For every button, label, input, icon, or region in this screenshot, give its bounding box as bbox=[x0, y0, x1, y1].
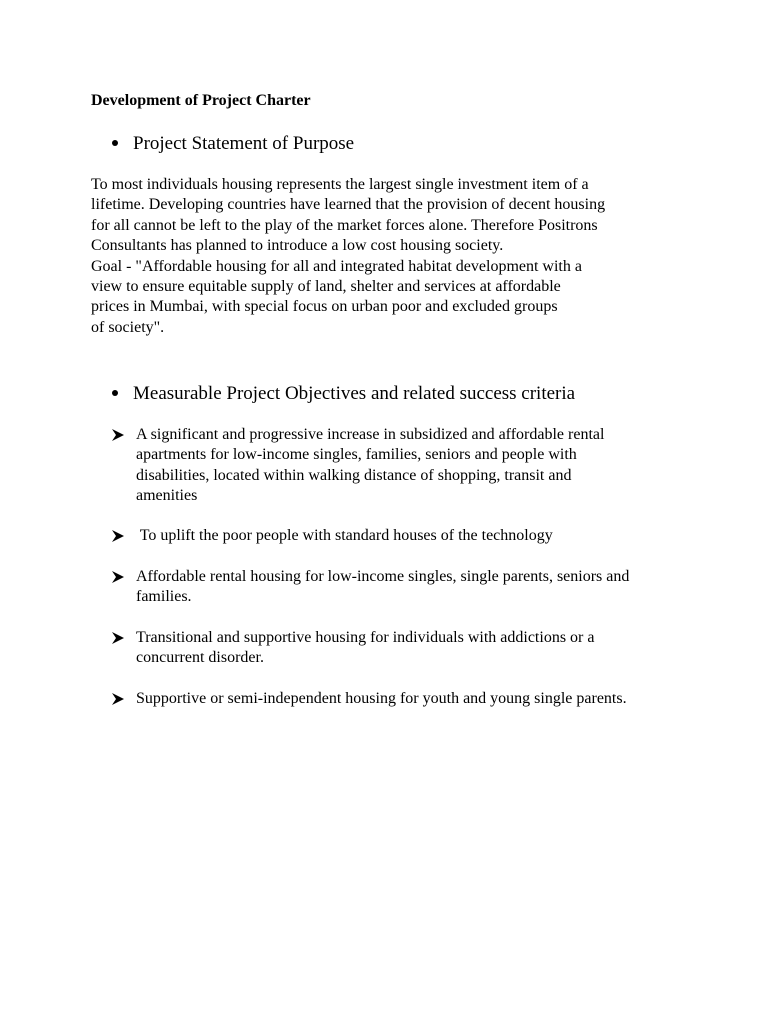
bullet-dot-icon bbox=[112, 390, 118, 396]
section-heading-objectives bbox=[112, 382, 575, 406]
arrow-bullet-icon bbox=[112, 693, 124, 705]
objective-text bbox=[136, 567, 706, 608]
objective-line: A significant and progressive increase in subsidized and affordable rental bbox=[136, 426, 605, 443]
objective-text bbox=[136, 425, 706, 507]
paragraph-line: view to ensure equitable supply of land, shelter and services at affordable bbox=[91, 278, 561, 296]
section-heading-text: Measurable Project Objectives and related success criteria bbox=[133, 383, 576, 404]
objective-line: Supportive or semi-independent housing for youth and young single parents. bbox=[136, 690, 627, 707]
arrow-bullet-icon bbox=[112, 571, 124, 583]
objective-text bbox=[136, 689, 706, 709]
section-heading-text: Project Statement of Purpose bbox=[133, 133, 355, 154]
paragraph-line: To most individuals housing represents the largest single investment item of a bbox=[91, 176, 589, 193]
arrow-bullet-icon bbox=[112, 429, 124, 441]
objective-line: families. bbox=[136, 588, 192, 606]
paragraph-line: for all cannot be left to the play of the market forces alone. Therefore Positrons bbox=[91, 216, 598, 234]
paragraph-line: of society". bbox=[91, 318, 165, 336]
objective-line: To uplift the poor people with standard houses of the technology bbox=[136, 527, 553, 544]
objective-line: Affordable rental housing for low-income singles, single parents, seniors and bbox=[136, 568, 630, 585]
objective-line: amenities bbox=[136, 487, 198, 505]
arrow-bullet-icon bbox=[112, 530, 124, 542]
document-title: Development of Project Charter bbox=[91, 92, 311, 109]
purpose-paragraph bbox=[91, 175, 691, 338]
objective-text bbox=[136, 628, 706, 669]
objective-line: disabilities, located within walking distance of shopping, transit and bbox=[136, 466, 572, 484]
section-heading-purpose bbox=[112, 132, 354, 156]
objective-text bbox=[136, 526, 706, 546]
objective-line: apartments for low-income singles, families, seniors and people with bbox=[136, 446, 577, 464]
bullet-dot-icon bbox=[112, 140, 118, 146]
paragraph-line: Consultants has planned to introduce a low cost housing society. bbox=[91, 237, 504, 255]
paragraph-line: Goal - "Affordable housing for all and integrated habitat development with a bbox=[91, 257, 582, 275]
objective-line: concurrent disorder. bbox=[136, 649, 264, 667]
arrow-bullet-icon bbox=[112, 632, 124, 644]
paragraph-line: lifetime. Developing countries have learned that the provision of decent housing bbox=[91, 196, 606, 214]
paragraph-line: prices in Mumbai, with special focus on urban poor and excluded groups bbox=[91, 298, 558, 316]
objective-line: Transitional and supportive housing for individuals with addictions or a bbox=[136, 629, 595, 646]
